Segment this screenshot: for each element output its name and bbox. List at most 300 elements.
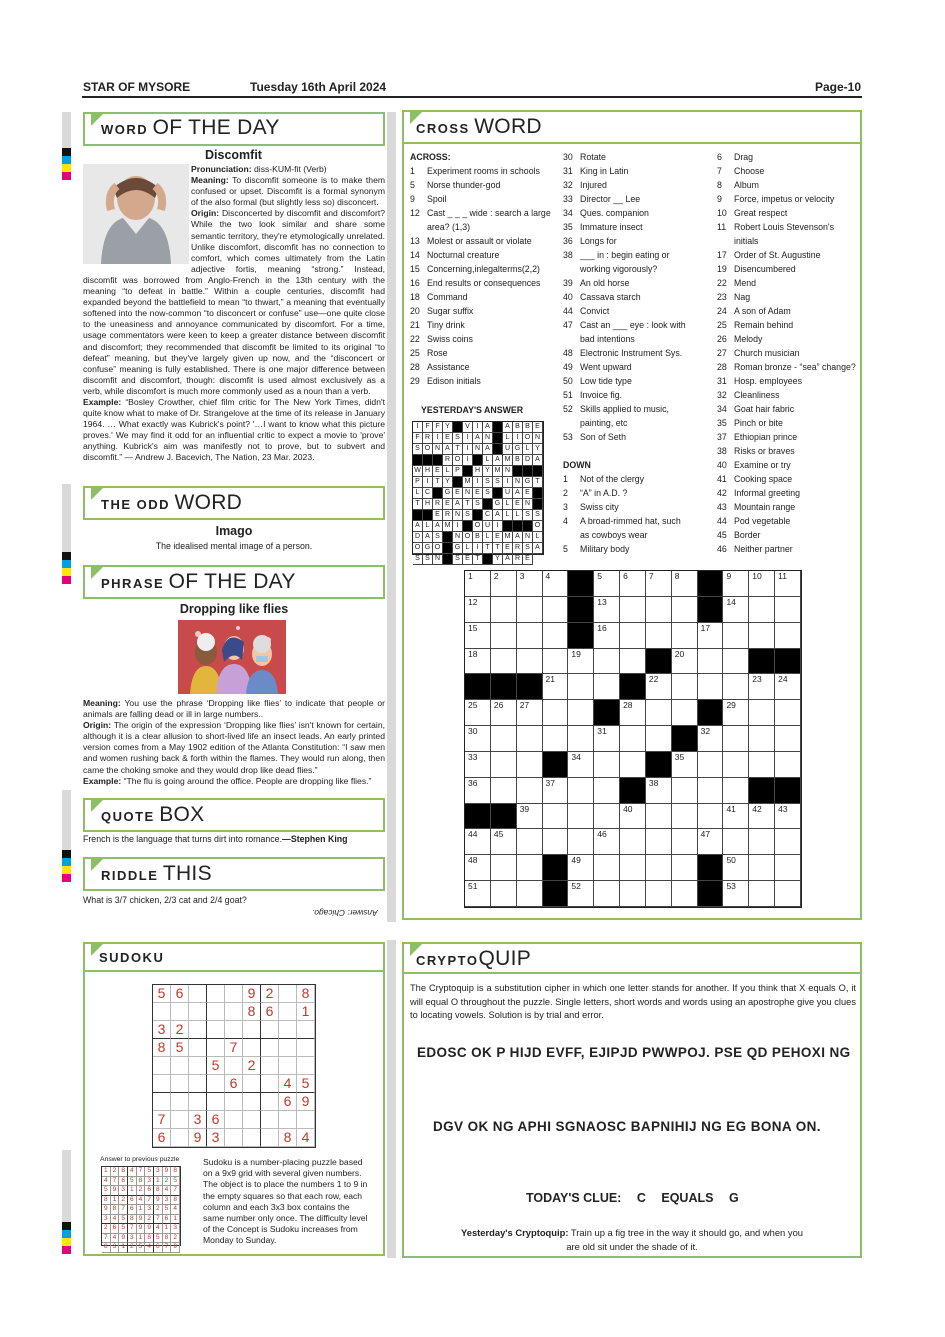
previous-answer-cell: 5	[137, 1243, 146, 1253]
clue-text: A broad-rimmed hat, such	[580, 516, 681, 526]
crossword-cell	[672, 855, 698, 881]
clue	[717, 248, 859, 262]
crossword-cell: 38	[646, 778, 672, 804]
sudoku-cell	[207, 1021, 225, 1039]
clue-text: Swiss coins	[427, 334, 473, 344]
crossword-cell: 49	[568, 855, 594, 881]
crossword-cell	[517, 829, 543, 855]
crossword-cell: 7	[646, 571, 672, 597]
sudoku-title: SUDOKU	[99, 950, 165, 965]
clue-number: 13	[410, 236, 420, 246]
previous-answer-cell: 7	[137, 1167, 146, 1177]
crossword-cell	[775, 829, 801, 855]
across-label: ACROSS:	[410, 152, 451, 162]
sudoku-cell	[261, 1057, 279, 1075]
clue	[410, 318, 560, 332]
black-square	[465, 674, 491, 700]
clue	[563, 360, 715, 374]
clue	[563, 234, 715, 248]
meaning: To discomfit someone is to make them confused or upset. Discomfit is a formal synonym of the also formal (but slightly less so) disconcert.	[191, 175, 386, 208]
crossword-cell	[620, 829, 646, 855]
answer-cell: T	[413, 499, 423, 510]
clue-text: Border	[734, 530, 761, 540]
clue-text: Sugar suffix	[427, 306, 474, 316]
clue-text: Informal greeting	[734, 488, 801, 498]
crossword-cell: 44	[465, 829, 491, 855]
sudoku-cell: 3	[189, 1111, 207, 1129]
previous-answer-cell: 2	[128, 1243, 137, 1253]
clue-number: 32	[563, 180, 573, 190]
crossword-cell	[620, 881, 646, 907]
clue-number: 39	[563, 278, 573, 288]
word-of-day-word: Discomfit	[205, 148, 262, 162]
answer-cell: S	[533, 510, 543, 521]
crossword-cell: 51	[465, 881, 491, 907]
clue	[563, 346, 715, 360]
clue	[410, 234, 560, 248]
sudoku-cell	[207, 1039, 225, 1057]
clue-number: 42	[717, 488, 727, 498]
answer-cell: A	[483, 444, 493, 455]
yesterday-cryptoquip-line2: are old sit under the shade of it.	[566, 1240, 698, 1252]
crossword-cell	[620, 597, 646, 623]
clue	[717, 374, 859, 388]
previous-answer-cell: 9	[163, 1167, 172, 1177]
clue	[563, 276, 715, 290]
black-square	[594, 700, 620, 726]
clue-number: 29	[410, 376, 420, 386]
answer-cell: A	[413, 521, 423, 532]
crossword-cell	[775, 752, 801, 778]
answer-cell: A	[533, 543, 543, 554]
crossword-cell	[749, 829, 775, 855]
previous-answer-cell: 5	[119, 1215, 128, 1225]
black-square	[620, 778, 646, 804]
answer-cell: U	[483, 521, 493, 532]
clue-number: 35	[563, 222, 573, 232]
clue	[563, 514, 715, 528]
clue-text: Went upward	[580, 362, 632, 372]
clue-text: area? (1,3)	[427, 222, 471, 232]
clue-number: 52	[563, 404, 573, 414]
across-clues-col2	[563, 150, 715, 556]
crossword-cell: 27	[517, 700, 543, 726]
answer-cell: R	[443, 455, 453, 466]
previous-answer-cell: 9	[145, 1224, 154, 1234]
black-square	[513, 466, 523, 477]
sudoku-cell: 8	[153, 1039, 171, 1057]
clue-text: Pinch or bite	[734, 418, 783, 428]
clue-number: 25	[717, 320, 727, 330]
previous-answer-cell: 6	[111, 1224, 120, 1234]
answer-cell: I	[433, 433, 443, 444]
clue-text: Robert Louis Stevenson's	[734, 222, 834, 232]
reg-mark-cyan	[62, 1230, 71, 1238]
answer-cell: L	[423, 521, 433, 532]
clue-text: Norse thunder-god	[427, 180, 501, 190]
clue-text: Military body	[580, 544, 630, 554]
clue	[563, 318, 715, 332]
answer-cell: R	[433, 499, 443, 510]
clue-list	[563, 472, 715, 556]
sudoku-cell	[171, 1129, 189, 1147]
crossword-cell	[672, 674, 698, 700]
reg-mark-black	[62, 552, 71, 560]
clue-text: Director __ Lee	[580, 194, 641, 204]
clue-text: Neither partner	[734, 544, 793, 554]
black-square	[523, 466, 533, 477]
crossword-cell	[594, 752, 620, 778]
sudoku-cell	[225, 1111, 243, 1129]
clue-number: 37	[717, 432, 727, 442]
clue	[563, 402, 715, 416]
black-square	[646, 649, 672, 675]
clue	[563, 528, 715, 542]
answer-cell: M	[503, 532, 513, 543]
previous-answer-cell: 2	[137, 1186, 146, 1196]
answer-cell: T	[453, 444, 463, 455]
sudoku-cell	[207, 1093, 225, 1111]
black-square	[533, 466, 543, 477]
previous-answer-cell: 9	[119, 1234, 128, 1244]
clue-number: 38	[563, 250, 573, 260]
crossword-cell: 29	[723, 700, 749, 726]
sudoku-cell	[243, 1129, 261, 1147]
crossword-cell	[517, 726, 543, 752]
answer-cell: N	[513, 477, 523, 488]
answer-cell: Y	[443, 477, 453, 488]
origin-label: Origin:	[83, 720, 112, 731]
previous-answer-cell: 8	[145, 1234, 154, 1244]
clue	[563, 416, 715, 430]
answer-cell: I	[493, 521, 503, 532]
reg-mark-black	[62, 850, 71, 858]
previous-answer-cell: 7	[128, 1224, 137, 1234]
answer-cell: O	[453, 455, 463, 466]
answer-cell: A	[503, 554, 513, 565]
yesterday-cryptoquip	[402, 1226, 862, 1253]
sudoku-cell	[243, 1021, 261, 1039]
answer-cell: G	[493, 499, 503, 510]
paper-name: STAR OF MYSORE	[83, 80, 191, 94]
crossword-cell: 13	[594, 597, 620, 623]
crossword-cell	[698, 752, 724, 778]
previous-answer-cell: 1	[137, 1234, 146, 1244]
answer-cell: N	[473, 444, 483, 455]
clue	[717, 444, 859, 458]
crossword-cell: 50	[723, 855, 749, 881]
answer-cell: I	[503, 477, 513, 488]
clue-number: 5	[563, 544, 568, 554]
answer-cell: I	[473, 543, 483, 554]
crossword-cell: 16	[594, 623, 620, 649]
answer-cell: T	[473, 554, 483, 565]
crossword-cell	[620, 855, 646, 881]
black-square	[749, 649, 775, 675]
crossword-cell: 46	[594, 829, 620, 855]
page-number: Page-10	[815, 80, 862, 94]
clue-number: 24	[717, 306, 727, 316]
clue	[717, 472, 859, 486]
answer-cell: E	[513, 499, 523, 510]
reg-mark-yellow	[62, 1238, 71, 1246]
clue-list	[410, 164, 560, 388]
black-square	[513, 521, 523, 532]
clue-text: Drag	[734, 152, 754, 162]
answer-cell: O	[423, 444, 433, 455]
crossword-cell	[723, 752, 749, 778]
crossword-cell	[568, 674, 594, 700]
sudoku-cell: 5	[171, 1039, 189, 1057]
crossword-cell: 41	[723, 804, 749, 830]
answer-cell: C	[483, 510, 493, 521]
clue-number: 36	[563, 236, 573, 246]
crossword-cell: 39	[517, 804, 543, 830]
previous-answer-cell: 8	[119, 1167, 128, 1177]
answer-cell: G	[453, 543, 463, 554]
previous-answer-cell: 8	[102, 1196, 111, 1206]
clue	[563, 262, 715, 276]
sudoku-cell: 5	[207, 1057, 225, 1075]
clue-number: 21	[410, 320, 420, 330]
sudoku-cell	[171, 1075, 189, 1093]
answer-cell: L	[503, 510, 513, 521]
answer-cell: N	[453, 510, 463, 521]
black-square	[568, 571, 594, 597]
crossword-cell	[646, 829, 672, 855]
previous-answer-cell: 8	[171, 1196, 180, 1206]
crossword-cell	[723, 649, 749, 675]
crossword-cell	[723, 623, 749, 649]
clue-number: 51	[563, 390, 573, 400]
sudoku-cell	[279, 1021, 297, 1039]
black-square	[463, 521, 473, 532]
crossword-cell	[568, 804, 594, 830]
clue-number: 49	[563, 362, 573, 372]
crossword-cell: 26	[491, 700, 517, 726]
crossword-cell	[672, 804, 698, 830]
clue-number: 12	[410, 208, 420, 218]
previous-answer-cell: 4	[154, 1224, 163, 1234]
previous-answer-cell: 8	[128, 1215, 137, 1225]
crossword-cell	[749, 752, 775, 778]
sudoku-cell: 8	[243, 1003, 261, 1021]
gutter-strip	[62, 790, 71, 850]
black-square	[491, 674, 517, 700]
cryptoquip-line-1: EDOSC OK P HIJD EVFF, EJIPJD PWWPOJ. PSE QD PEHOXI NG	[417, 1045, 851, 1060]
crossword-cell	[775, 726, 801, 752]
clue-text: ___ in : begin eating or	[580, 250, 670, 260]
clue	[717, 332, 859, 346]
black-square	[483, 499, 493, 510]
clue-number: 11	[717, 222, 727, 232]
answer-cell: H	[423, 499, 433, 510]
crossword-cell	[698, 674, 724, 700]
pron-label: Pronunciation:	[191, 164, 252, 174]
clue-number: 34	[563, 208, 573, 218]
clue-text: Tiny drink	[427, 320, 465, 330]
clue-number: 35	[717, 418, 727, 428]
crossword-cell: 30	[465, 726, 491, 752]
previous-answer-cell: 4	[102, 1177, 111, 1187]
answer-cell: T	[433, 477, 443, 488]
crossword-cell	[775, 597, 801, 623]
crossword-cell: 48	[465, 855, 491, 881]
crossword-cell	[672, 700, 698, 726]
answer-cell: E	[533, 422, 543, 433]
answer-cell: R	[513, 554, 523, 565]
clue-number: 22	[410, 334, 420, 344]
black-square	[493, 488, 503, 499]
reg-mark-cyan	[62, 858, 71, 866]
sudoku-cell: 9	[243, 985, 261, 1003]
clue-to: G	[728, 1191, 739, 1205]
answer-cell: R	[513, 543, 523, 554]
crossword-cell: 36	[465, 778, 491, 804]
previous-answer-cell: 9	[111, 1186, 120, 1196]
clue-text: Ethiopian prince	[734, 432, 798, 442]
pronunciation: diss-KUM-fit (Verb)	[254, 164, 327, 174]
previous-answer-cell: 1	[137, 1205, 146, 1215]
crossword-cell	[491, 881, 517, 907]
black-square	[775, 778, 801, 804]
sudoku-cell	[189, 1093, 207, 1111]
previous-answer-cell: 4	[111, 1234, 120, 1244]
previous-answer-cell: 3	[111, 1243, 120, 1253]
clue	[563, 220, 715, 234]
crossword-cell: 32	[698, 726, 724, 752]
sudoku-cell	[153, 1003, 171, 1021]
clue-number: 53	[563, 432, 573, 442]
answer-cell: O	[523, 433, 533, 444]
answer-cell: G	[523, 477, 533, 488]
previous-answer-cell: 4	[163, 1186, 172, 1196]
sudoku-cell	[189, 1003, 207, 1021]
crossword-cell	[594, 778, 620, 804]
clue-number: 26	[717, 334, 727, 344]
clue-number: 4	[563, 516, 568, 526]
answer-cell: I	[463, 444, 473, 455]
black-square	[698, 881, 724, 907]
clue-text: Rose	[427, 348, 448, 358]
answer-cell: A	[493, 455, 503, 466]
crossword-cell: 11	[775, 571, 801, 597]
crossword-cell	[646, 597, 672, 623]
todays-clue	[526, 1191, 739, 1205]
clue-text: painting, etc	[580, 418, 628, 428]
clue-number: 22	[717, 278, 727, 288]
clue-text: Son of Seth	[580, 432, 626, 442]
clue	[563, 430, 715, 444]
clue-text: working vigorously?	[580, 264, 658, 274]
previous-answer-cell: 7	[102, 1234, 111, 1244]
clue-text: Edison initials	[427, 376, 481, 386]
crossword-cell	[517, 623, 543, 649]
crossword-cell	[646, 700, 672, 726]
black-square	[491, 804, 517, 830]
black-square	[672, 726, 698, 752]
crossword-cell	[517, 752, 543, 778]
clue-text: Rotate	[580, 152, 606, 162]
answer-cell: A	[513, 488, 523, 499]
sudoku-cell	[207, 985, 225, 1003]
reg-mark-magenta	[62, 172, 71, 180]
clue	[410, 374, 560, 388]
clue	[563, 374, 715, 388]
crossword-cell	[672, 623, 698, 649]
crossword-cell	[543, 700, 569, 726]
answer-cell: L	[483, 532, 493, 543]
answer-cell: M	[443, 521, 453, 532]
phrase-body	[83, 698, 385, 787]
crossword-cell	[723, 674, 749, 700]
clue-text: Choose	[734, 166, 765, 176]
answer-cell: N	[433, 444, 443, 455]
clue-text: Pod vegetable	[734, 516, 791, 526]
clue-number: 34	[717, 404, 727, 414]
reg-mark-cyan	[62, 560, 71, 568]
crossword-cell	[543, 726, 569, 752]
gutter-strip	[62, 112, 71, 148]
meaning-label: Meaning:	[83, 698, 121, 708]
clue-number: 40	[717, 460, 727, 470]
answer-cell: T	[493, 543, 503, 554]
clue-text: initials	[734, 236, 759, 246]
previous-answer-cell: 5	[145, 1167, 154, 1177]
answer-cell: A	[453, 499, 463, 510]
clue-text: Order of St. Augustine	[734, 250, 821, 260]
answer-cell: E	[493, 532, 503, 543]
black-square	[493, 433, 503, 444]
clue-number: 46	[717, 544, 727, 554]
clue-number: 25	[410, 348, 420, 358]
clue-text: Cast an ___ eye : look with	[580, 320, 686, 330]
crossword-cell	[491, 623, 517, 649]
clue-text: Nocturnal creature	[427, 250, 500, 260]
sudoku-cell	[171, 1111, 189, 1129]
black-square	[483, 554, 493, 565]
crossword-cell: 18	[465, 649, 491, 675]
sudoku-cell	[261, 1021, 279, 1039]
previous-answer-cell: 1	[154, 1177, 163, 1187]
sudoku-cell: 6	[207, 1111, 225, 1129]
answer-cell: L	[483, 455, 493, 466]
answer-cell: M	[493, 466, 503, 477]
black-square	[463, 466, 473, 477]
clue-number: 32	[717, 390, 727, 400]
answer-cell: I	[453, 521, 463, 532]
previous-answer-cell: 8	[137, 1177, 146, 1187]
reg-mark-cyan	[62, 156, 71, 164]
answer-cell: G	[423, 543, 433, 554]
crossword-cell: 22	[646, 674, 672, 700]
answer-cell: L	[443, 466, 453, 477]
clue	[563, 206, 715, 220]
crossword-cell	[672, 881, 698, 907]
black-square	[749, 778, 775, 804]
sudoku-cell: 2	[261, 985, 279, 1003]
previous-answer-cell: 3	[128, 1234, 137, 1244]
previous-answer-cell: 8	[163, 1234, 172, 1244]
answer-cell: I	[473, 422, 483, 433]
reg-mark-yellow	[62, 568, 71, 576]
previous-answer-cell: 9	[137, 1215, 146, 1225]
crossword-cell	[594, 649, 620, 675]
clue	[410, 192, 560, 206]
answer-cell: P	[453, 466, 463, 477]
sudoku-cell	[189, 985, 207, 1003]
sudoku-cell	[189, 1057, 207, 1075]
